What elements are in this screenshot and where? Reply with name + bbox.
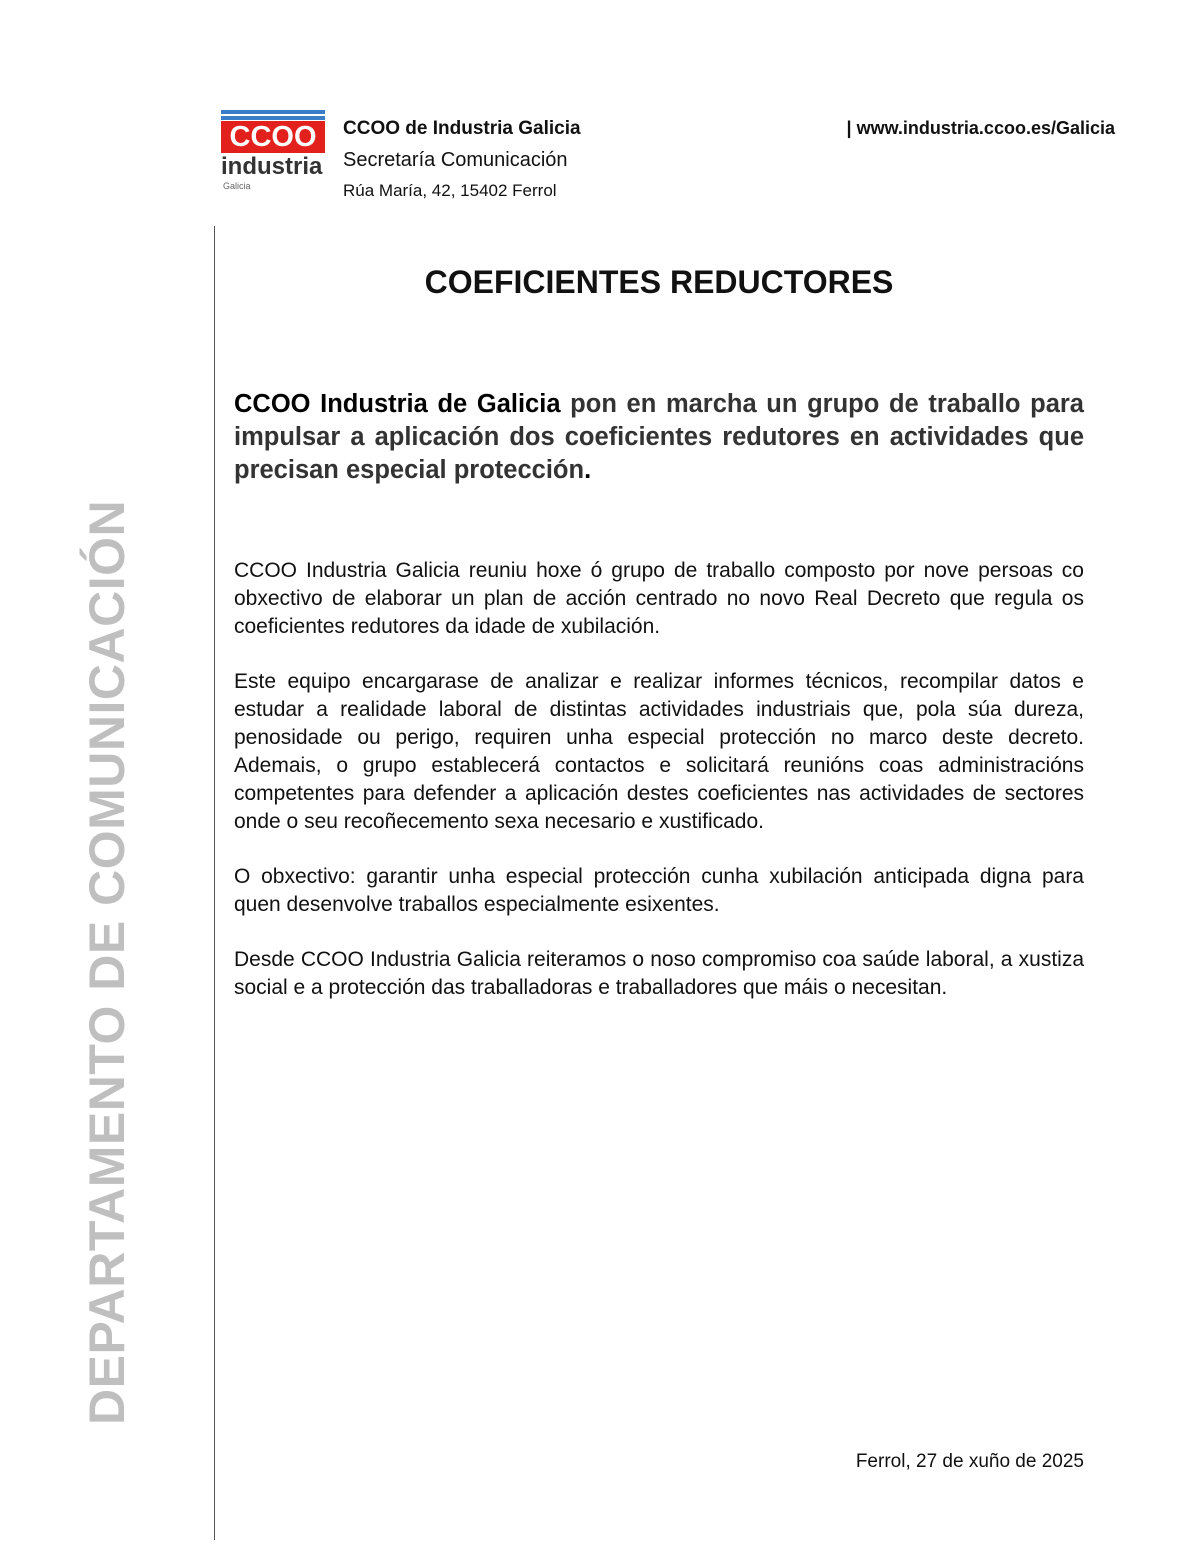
lead-rest: pon en marcha un grupo de traballo para impulsar a aplicación dos coeficientes redutores en actividades que precisan especial protección [234,390,1084,484]
body-paragraph: O obxectivo: garantir unha especial protección cunha xubilación anticipada digna para quen desenvolve traballos especialmente esixentes. [234,865,1084,916]
logo-region-text: Galicia [223,181,251,191]
logo-brand-block: CCOO [221,121,325,153]
org-name: CCOO de Industria Galicia [343,118,581,139]
page-title: COEFICIENTES REDUCTORES [424,264,894,300]
logo-industria-text: industria [221,153,323,180]
lead-strong: CCOO Industria de Galicia [234,390,561,418]
ccoo-industria-logo [221,110,331,196]
lead-end: . [584,456,592,484]
margin-divider [214,226,215,1540]
website-link[interactable]: | www.industria.ccoo.es/Galicia [846,118,1115,138]
body-paragraph: Desde CCOO Industria Galicia reiteramos o noso compromiso coa saúde laboral, a xustiza social e a protección das traballadoras e traballadores que máis o necesitan. [234,948,1084,999]
body-paragraph: Este equipo encargarase de analizar e realizar informes técnicos, recompilar datos e estudar a realidade laboral de distintas actividades industriais que, pola súa dureza, penosidade ou perigo, requiren unha especial protección no marco deste decreto. Ademais, o grupo establecerá contactos e solicitará reunións coas administracións competentes para defender a aplicación destes coeficientes nas actividades de sectores onde o seu recoñecemento sexa necesario e xustificado. [234,670,1084,833]
body-text [234,557,1084,1029]
logo-stripe [221,116,325,120]
logo-stripe [221,110,325,114]
body-paragraph: CCOO Industria Galicia reuniu hoxe ó grupo de traballo composto por nove persoas co obxectivo de elaborar un plan de acción centrado no novo Real Decreto que regula os coeficientes redutores da idade de xubilación. [234,559,1084,638]
document-date: Ferrol, 27 de xuño de 2025 [855,1451,1084,1472]
org-address: Rúa María, 42, 15402 Ferrol [343,181,557,200]
lead-paragraph [234,388,1084,487]
org-department: Secretaría Comunicación [343,149,568,171]
side-department-label: DEPARTAMENTO DE COMUNICACIÓN [79,499,135,1425]
